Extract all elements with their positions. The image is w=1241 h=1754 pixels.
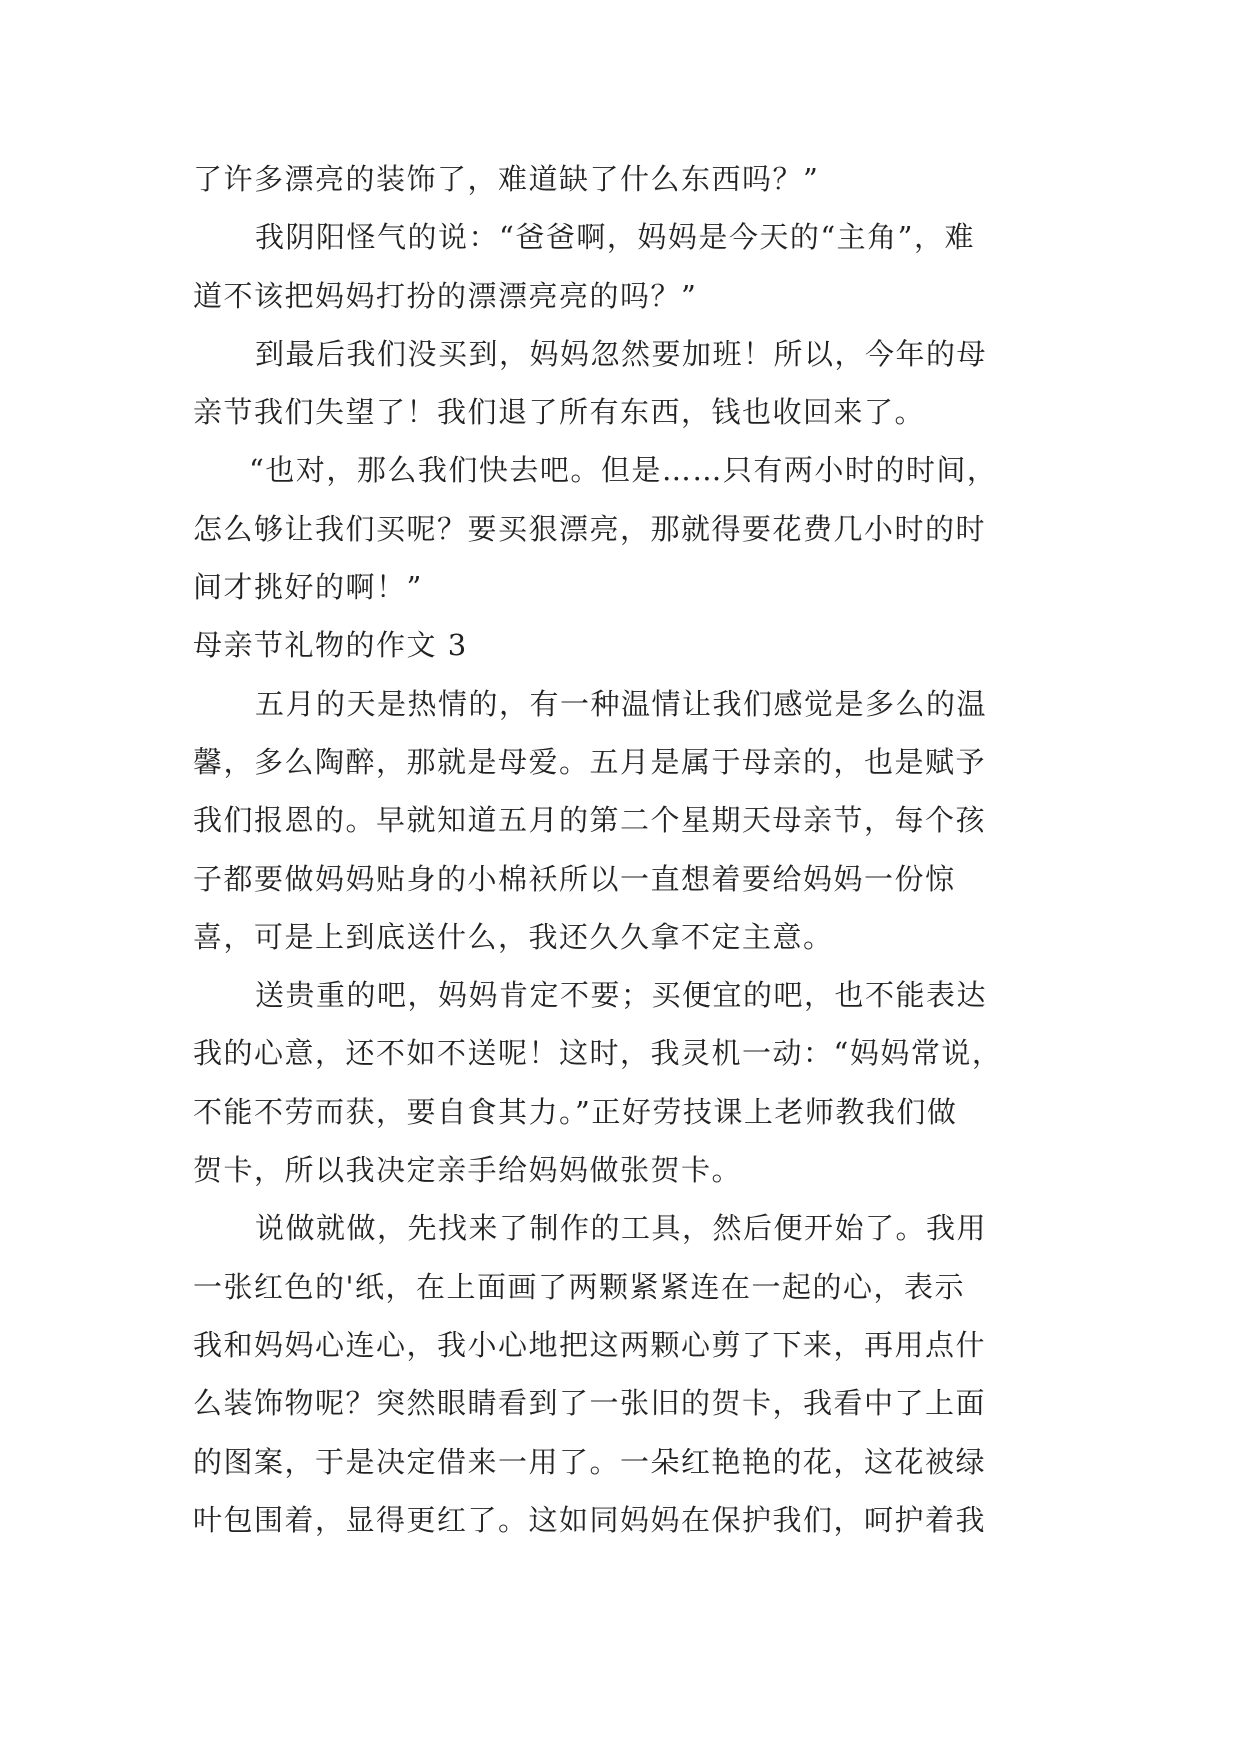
paragraph-start-line: 五月的天是热情的，有一种温情让我们感觉是多么的温 (255, 686, 988, 721)
text-line: 我的心意，还不如不送呢！这时，我灵机一动：“妈妈常说， (193, 1036, 1003, 1071)
text-line: 叶包围着，显得更红了。这如同妈妈在保护我们，呵护着我 (193, 1502, 987, 1537)
text-line: 了许多漂亮的装饰了，难道缺了什么东西吗？” (193, 162, 820, 196)
text-line: 一张红色的'纸，在上面画了两颗紧紧连在一起的心，表示 (193, 1269, 965, 1304)
text-line: 间才挑好的啊！” (193, 570, 423, 605)
text-line: 的图案，于是决定借来一用了。一朵红艳艳的花，这花被绿 (193, 1444, 987, 1479)
text-line: 喜，可是上到底送什么，我还久久拿不定主意。 (193, 919, 834, 954)
text-line: 怎么够让我们买呢？要买狠漂亮，那就得要花费几小时的时 (193, 511, 987, 546)
text-line: 贺卡，所以我决定亲手给妈妈做张贺卡。 (193, 1153, 743, 1188)
paragraph-start-line: 说做就做，先找来了制作的工具，然后便开始了。我用 (255, 1211, 988, 1246)
text-line: 子都要做妈妈贴身的小棉袄所以一直想着要给妈妈一份惊 (193, 861, 956, 896)
paragraph-start-line: “也对，那么我们快去吧。但是……只有两小时的时间， (249, 453, 998, 488)
text-line: 亲节我们失望了！我们退了所有东西，钱也收回来了。 (193, 395, 926, 430)
text-line: 不能不劳而获，要自食其力。”正好劳技课上老师教我们做 (193, 1094, 958, 1129)
text-line: 我和妈妈心连心，我小心地把这两颗心剪了下来，再用点什 (193, 1327, 987, 1362)
text-line: 我们报恩的。早就知道五月的第二个星期天母亲节，每个孩 (193, 803, 987, 838)
text-line: 道不该把妈妈打扮的漂漂亮亮的吗？” (193, 278, 698, 313)
paragraph-start-line: 我阴阳怪气的说：“爸爸啊，妈妈是今天的“主角”，难 (255, 220, 975, 255)
paragraph-start-line: 到最后我们没买到，妈妈忽然要加班！所以，今年的母 (255, 336, 988, 371)
text-line: 馨，多么陶醉，那就是母爱。五月是属于母亲的，也是赋予 (193, 744, 987, 779)
section-heading: 母亲节礼物的作文 3 (193, 628, 468, 663)
paragraph-start-line: 送贵重的吧，妈妈肯定不要；买便宜的吧，也不能表达 (255, 978, 988, 1013)
document-body (193, 150, 1053, 1549)
text-line: 么装饰物呢？突然眼睛看到了一张旧的贺卡，我看中了上面 (193, 1386, 987, 1421)
